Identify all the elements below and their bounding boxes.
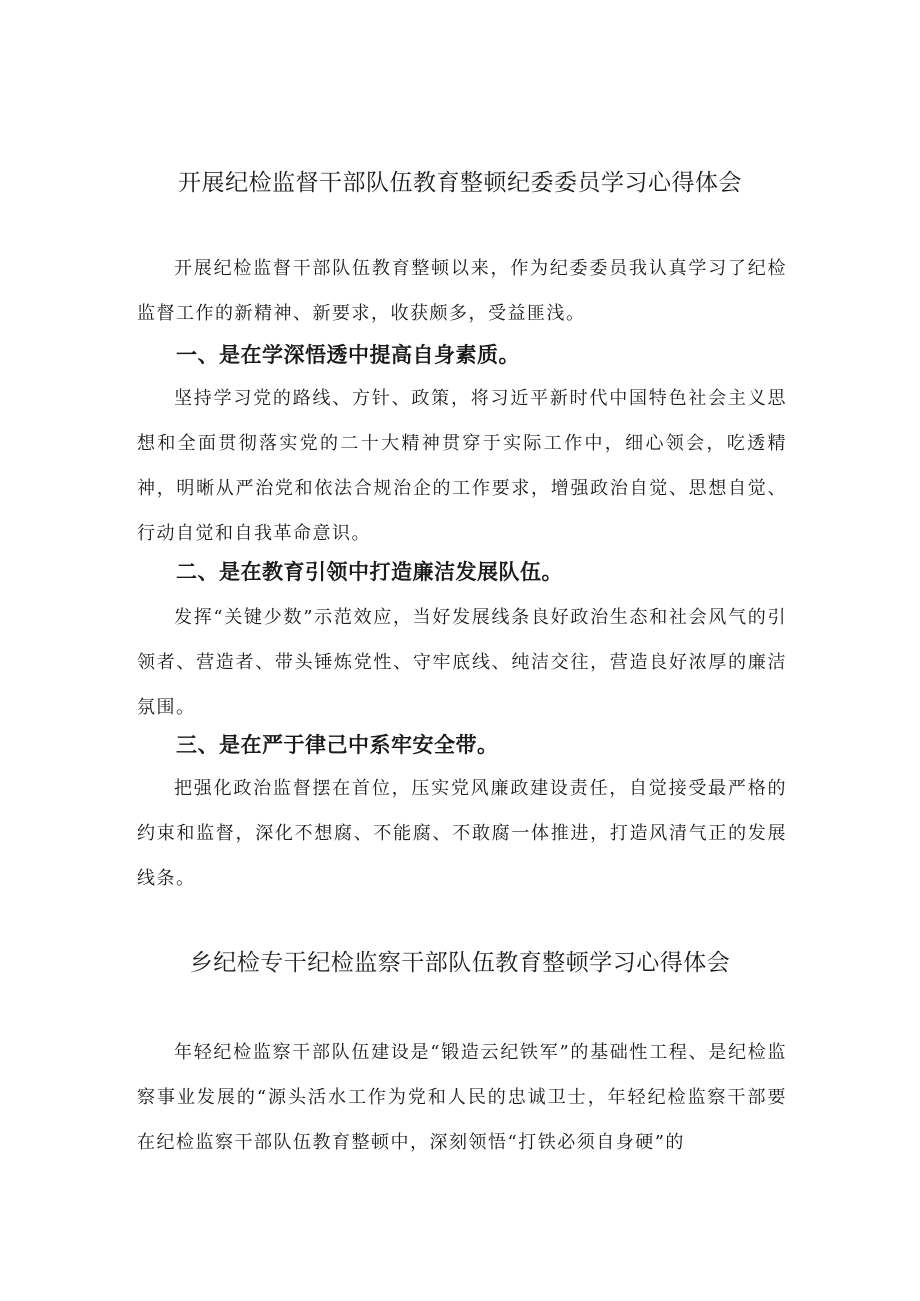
article1-section3-paragraph: 把强化政治监督摆在首位，压实党风廉政建设责任，自觉接受最严格的约束和监督，深化不想腐、不能腐、不敢腐一体推进，打造风清气正的发展线条。 [137,778,787,889]
article1-section2-paragraph: 发挥“关键少数”示范效应，当好发展线条良好政治生态和社会风气的引领者、营造者、带头锤炼党性、守牢底线、纯洁交往，营造良好浓厚的廉洁氛围。 [137,607,787,718]
article2-intro-paragraph: 年轻纪检监察干部队伍建设是“锻造云纪铁军”的基础性工程、是纪检监察事业发展的“源头活水工作为党和人民的忠诚卫士，年轻纪检监察干部要在纪检监察干部队伍教育整顿中，深刻领悟“打铁必须自身硬”的 [137,1042,787,1153]
article1-title: 开展纪检监督干部队伍教育整顿纪委委员学习心得体会 [178,170,742,196]
article1-section1-heading: 一、是在学深悟透中提高自身素质。 [176,343,520,367]
article1-section1-paragraph: 坚持学习党的路线、方针、政策，将习近平新时代中国特色社会主义思想和全面贯彻落实党的二十大精神贯穿于实际工作中，细心领会，吃透精神，明晰从严治党和依法合规治企的工作要求，增强政治自觉、思想自觉、行动自觉和自我革命意识。 [137,388,787,544]
article1-intro-paragraph: 开展纪检监督干部队伍教育整顿以来，作为纪委委员我认真学习了纪检监督工作的新精神、新要求，收获颇多，受益匪浅。 [137,258,787,324]
article2-title: 乡纪检专干纪检监察干部队伍教育整顿学习心得体会 [189,950,731,976]
article1-section2-heading: 二、是在教育引领中打造廉洁发展队伍。 [176,560,563,584]
article1-section3-heading: 三、是在严于律己中系牢安全带。 [176,733,499,757]
